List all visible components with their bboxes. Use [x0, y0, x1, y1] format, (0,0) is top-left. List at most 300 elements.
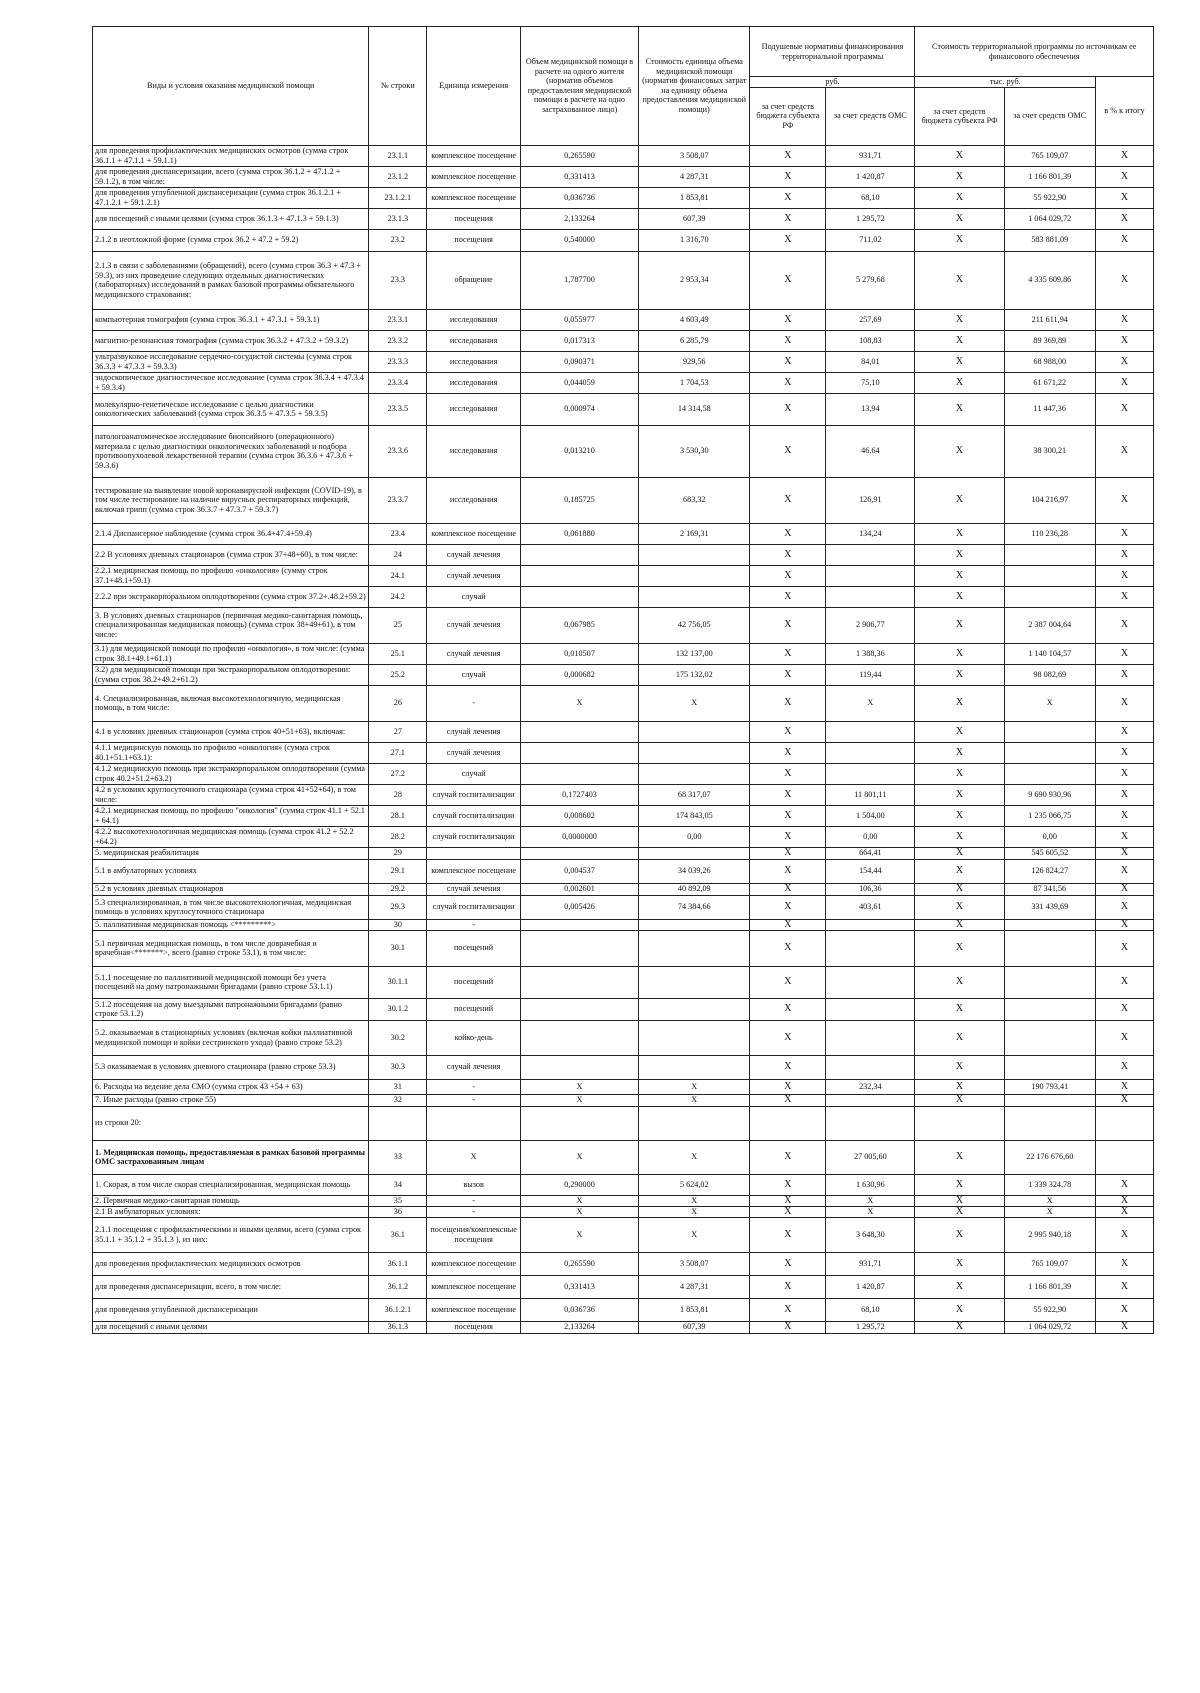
- row-volume: [520, 966, 638, 998]
- row-volume: [520, 847, 638, 859]
- row-unit: посещений: [427, 966, 521, 998]
- row-oms: [826, 966, 915, 998]
- row-total-oms: 2 995 940,18: [1004, 1217, 1095, 1252]
- row-unit: случай: [427, 586, 521, 607]
- row-label: для проведения диспансеризации, всего, в том числе:: [93, 1275, 369, 1298]
- row-unit-cost: 4 287,31: [639, 166, 750, 187]
- table-row: [93, 229, 1154, 251]
- row-budget: X: [750, 685, 826, 721]
- row-unit-cost: 4 603,49: [639, 309, 750, 330]
- row-unit: исследования: [427, 477, 521, 523]
- row-number: 24: [369, 544, 427, 565]
- header-total-oms: за счет средств ОМС: [1004, 87, 1095, 145]
- row-budget: X: [750, 425, 826, 477]
- row-unit-cost: 2 169,31: [639, 523, 750, 544]
- row-unit-cost: 175 132,02: [639, 664, 750, 685]
- row-total-budget: X: [915, 1298, 1004, 1321]
- row-label: 3.2) для медицинской помощи при экстракорпоральном оплодотворении: (сумма строк 38.2+49.2+61.2): [93, 664, 369, 685]
- row-unit: случай лечения: [427, 607, 521, 643]
- header-unit: Единица измерения: [427, 27, 521, 146]
- row-volume: X: [520, 685, 638, 721]
- row-oms: 134,24: [826, 523, 915, 544]
- row-budget: X: [750, 251, 826, 309]
- row-label: 2.1.2 в неотложной форме (сумма строк 36.2 + 47.2 + 59.2): [93, 229, 369, 251]
- row-label: 2.1.3 в связи с заболеваниями (обращений), всего (сумма строк 36.3 + 47.3 + 59.3), из них проведение следующих отдельных диагностических (лабораторных) исследований в рамках базовой программы обязательного медицинского страхования:: [93, 251, 369, 309]
- row-number: 28: [369, 784, 427, 805]
- table-row: [93, 1217, 1154, 1252]
- row-budget: X: [750, 784, 826, 805]
- table-row: [93, 565, 1154, 586]
- row-unit-cost: 3 530,30: [639, 425, 750, 477]
- row-unit: -: [427, 685, 521, 721]
- row-oms: X: [826, 1206, 915, 1217]
- row-volume: 0,010507: [520, 643, 638, 664]
- row-total-oms: X: [1004, 1206, 1095, 1217]
- row-label: для посещений с иными целями (сумма строк 36.1.3 + 47.1.3 + 59.1.3): [93, 208, 369, 229]
- row-label: 5.2 в условиях дневных стационаров: [93, 883, 369, 895]
- table-row: [93, 145, 1154, 166]
- row-number: 30.1.1: [369, 966, 427, 998]
- table-row: [93, 544, 1154, 565]
- row-oms: 1 295,72: [826, 1321, 915, 1333]
- row-budget: X: [750, 805, 826, 826]
- row-unit: случай лечения: [427, 544, 521, 565]
- row-percent: X: [1095, 1055, 1153, 1079]
- row-oms: 931,71: [826, 145, 915, 166]
- row-volume: [520, 930, 638, 966]
- row-total-budget: X: [915, 145, 1004, 166]
- header-per-capita: Подушевые нормативы финансирования территориальной программы: [750, 27, 915, 77]
- row-unit: X: [427, 1140, 521, 1174]
- row-unit-cost: [639, 742, 750, 763]
- row-total-budget: X: [915, 1217, 1004, 1252]
- row-budget: X: [750, 187, 826, 208]
- row-number: 36.1: [369, 1217, 427, 1252]
- row-volume: 0,067985: [520, 607, 638, 643]
- row-oms: [826, 1094, 915, 1106]
- row-oms: 27 005,60: [826, 1140, 915, 1174]
- row-unit-cost: [639, 966, 750, 998]
- row-oms: 11 801,11: [826, 784, 915, 805]
- row-unit: комплексное посещение: [427, 523, 521, 544]
- row-oms: 3 648,30: [826, 1217, 915, 1252]
- row-number: 27.1: [369, 742, 427, 763]
- row-volume: 0,044059: [520, 372, 638, 393]
- row-unit: случай госпитализации: [427, 805, 521, 826]
- row-budget: X: [750, 1252, 826, 1275]
- row-percent: [1095, 1106, 1153, 1140]
- row-total-budget: X: [915, 1321, 1004, 1333]
- table-row: [93, 393, 1154, 425]
- row-total-budget: X: [915, 1195, 1004, 1206]
- table-row: [93, 1195, 1154, 1206]
- row-number: 26: [369, 685, 427, 721]
- row-total-budget: X: [915, 763, 1004, 784]
- row-unit-cost: 607,39: [639, 1321, 750, 1333]
- row-total-oms: [1004, 930, 1095, 966]
- row-total-budget: X: [915, 643, 1004, 664]
- row-budget: X: [750, 1020, 826, 1055]
- row-label: для проведения диспансеризации, всего (сумма строк 36.1.2 + 47.1.2 + 59.1.2), в том числе:: [93, 166, 369, 187]
- row-total-budget: X: [915, 919, 1004, 930]
- row-budget: X: [750, 586, 826, 607]
- row-label: 4.1 в условиях дневных стационаров (сумма строк 40+51+63), включая:: [93, 721, 369, 742]
- row-unit-cost: X: [639, 1195, 750, 1206]
- row-budget: X: [750, 664, 826, 685]
- row-total-budget: X: [915, 1275, 1004, 1298]
- row-percent: X: [1095, 685, 1153, 721]
- row-number: 23.3: [369, 251, 427, 309]
- row-budget: X: [750, 372, 826, 393]
- row-number: 23.1.2.1: [369, 187, 427, 208]
- row-total-oms: 4 335 609,86: [1004, 251, 1095, 309]
- row-total-oms: 0,00: [1004, 826, 1095, 847]
- row-total-oms: [1004, 721, 1095, 742]
- row-budget: X: [750, 1055, 826, 1079]
- row-number: 36.1.1: [369, 1252, 427, 1275]
- row-budget: X: [750, 330, 826, 351]
- row-unit-cost: [639, 544, 750, 565]
- row-label: 5.1 первичная медицинская помощь, в том числе доврачебная и врачебная<*******>, всего (равно строке 53.1), в том числе:: [93, 930, 369, 966]
- row-total-oms: X: [1004, 685, 1095, 721]
- row-label: 4.2.2 высокотехнологичная медицинская помощь (сумма строк 41.2 + 52.2 +64.2): [93, 826, 369, 847]
- row-unit-cost: X: [639, 1206, 750, 1217]
- row-total-oms: 545 605,52: [1004, 847, 1095, 859]
- row-total-budget: X: [915, 784, 1004, 805]
- row-total-budget: X: [915, 742, 1004, 763]
- row-percent: X: [1095, 919, 1153, 930]
- row-label: ультразвуковое исследование сердечно-сосудистой системы (сумма строк 36.3.3 + 47.3.3 + 59.3.3): [93, 351, 369, 372]
- row-total-oms: 1 235 066,75: [1004, 805, 1095, 826]
- row-unit: случай лечения: [427, 565, 521, 586]
- row-oms: 232,34: [826, 1079, 915, 1094]
- row-label: компьютерная томография (сумма строк 36.3.1 + 47.3.1 + 59.3.1): [93, 309, 369, 330]
- row-number: 23.1.2: [369, 166, 427, 187]
- row-total-oms: [1004, 544, 1095, 565]
- row-volume: 0,013210: [520, 425, 638, 477]
- row-oms: [826, 742, 915, 763]
- row-number: 23.4: [369, 523, 427, 544]
- row-volume: [520, 544, 638, 565]
- row-number: 30.1.2: [369, 998, 427, 1020]
- row-oms: [826, 721, 915, 742]
- row-volume: [520, 721, 638, 742]
- row-label: 5.3 специализированная, в том числе высокотехнологичная, медицинская помощь в условиях круглосуточного стационара: [93, 895, 369, 919]
- row-budget: X: [750, 826, 826, 847]
- row-percent: X: [1095, 784, 1153, 805]
- row-total-oms: [1004, 1055, 1095, 1079]
- row-total-oms: 89 369,89: [1004, 330, 1095, 351]
- row-label: 2.1 В амбулаторных условиях:: [93, 1206, 369, 1217]
- row-total-oms: 583 881,09: [1004, 229, 1095, 251]
- row-label: для посещений с иными целями: [93, 1321, 369, 1333]
- row-number: 34: [369, 1174, 427, 1195]
- row-unit-cost: [639, 721, 750, 742]
- row-percent: X: [1095, 847, 1153, 859]
- row-percent: X: [1095, 1206, 1153, 1217]
- table-row: [93, 607, 1154, 643]
- row-total-budget: X: [915, 721, 1004, 742]
- row-unit-cost: X: [639, 1140, 750, 1174]
- row-oms: 711,02: [826, 229, 915, 251]
- row-oms: [826, 998, 915, 1020]
- row-percent: X: [1095, 805, 1153, 826]
- row-number: 23.3.6: [369, 425, 427, 477]
- row-oms: 68,10: [826, 1298, 915, 1321]
- row-budget: X: [750, 1321, 826, 1333]
- row-percent: X: [1095, 1079, 1153, 1094]
- table-row: [93, 930, 1154, 966]
- row-total-oms: 1 166 801,39: [1004, 1275, 1095, 1298]
- table-row: [93, 166, 1154, 187]
- row-budget: X: [750, 1298, 826, 1321]
- row-volume: 0,061880: [520, 523, 638, 544]
- row-volume: 0,185725: [520, 477, 638, 523]
- row-budget: X: [750, 1079, 826, 1094]
- row-unit: [427, 847, 521, 859]
- row-percent: X: [1095, 1321, 1153, 1333]
- row-volume: 0,036736: [520, 187, 638, 208]
- row-percent: X: [1095, 826, 1153, 847]
- row-oms: 0,00: [826, 826, 915, 847]
- row-unit: случай: [427, 664, 521, 685]
- row-label: 5.1.2 посещения на дому выездными патронажными бригадами (равно строке 53.1.2): [93, 998, 369, 1020]
- row-percent: X: [1095, 425, 1153, 477]
- row-number: 36: [369, 1206, 427, 1217]
- row-budget: X: [750, 721, 826, 742]
- row-total-oms: 765 109,07: [1004, 1252, 1095, 1275]
- row-unit-cost: 74 384,66: [639, 895, 750, 919]
- row-number: 23.3.2: [369, 330, 427, 351]
- row-unit: койко-день: [427, 1020, 521, 1055]
- row-unit-cost: [639, 930, 750, 966]
- header-kinds: Виды и условия оказания медицинской помощи: [93, 27, 369, 146]
- row-volume: [520, 586, 638, 607]
- row-unit: посещения: [427, 1321, 521, 1333]
- row-unit-cost: 4 287,31: [639, 1275, 750, 1298]
- row-unit: посещения: [427, 208, 521, 229]
- table-row: [93, 895, 1154, 919]
- row-volume: 1,787700: [520, 251, 638, 309]
- row-number: 27.2: [369, 763, 427, 784]
- row-percent: X: [1095, 330, 1153, 351]
- row-percent: X: [1095, 721, 1153, 742]
- table-body: [93, 145, 1154, 1333]
- row-percent: [1095, 1140, 1153, 1174]
- row-unit-cost: 3 508,07: [639, 145, 750, 166]
- row-total-budget: X: [915, 895, 1004, 919]
- row-total-oms: 1 339 324,78: [1004, 1174, 1095, 1195]
- table-row: [93, 1206, 1154, 1217]
- row-percent: X: [1095, 251, 1153, 309]
- row-oms: 68,10: [826, 187, 915, 208]
- row-number: 32: [369, 1094, 427, 1106]
- row-total-budget: X: [915, 330, 1004, 351]
- row-volume: 2,133264: [520, 1321, 638, 1333]
- row-total-budget: X: [915, 586, 1004, 607]
- row-unit: случай госпитализации: [427, 826, 521, 847]
- row-volume: 0,090371: [520, 351, 638, 372]
- table-row: [93, 1275, 1154, 1298]
- row-percent: X: [1095, 477, 1153, 523]
- row-volume: [520, 919, 638, 930]
- row-oms: 257,69: [826, 309, 915, 330]
- row-total-oms: 331 439,69: [1004, 895, 1095, 919]
- row-budget: X: [750, 1217, 826, 1252]
- row-total-budget: X: [915, 544, 1004, 565]
- row-total-oms: [1004, 998, 1095, 1020]
- row-volume: X: [520, 1217, 638, 1252]
- row-budget: X: [750, 998, 826, 1020]
- row-unit: исследования: [427, 372, 521, 393]
- row-label: 4.1.2 медицинскую помощь при экстракорпоральном оплодотворении (сумма строк 40.2+51.2+63.2): [93, 763, 369, 784]
- row-total-oms: 765 109,07: [1004, 145, 1095, 166]
- row-unit-cost: X: [639, 1094, 750, 1106]
- row-total-budget: X: [915, 565, 1004, 586]
- row-total-oms: 2 387 004,64: [1004, 607, 1095, 643]
- row-total-oms: [1004, 763, 1095, 784]
- row-total-budget: X: [915, 1020, 1004, 1055]
- row-percent: X: [1095, 309, 1153, 330]
- row-label: из строки 20:: [93, 1106, 369, 1140]
- row-volume: 0,290000: [520, 1174, 638, 1195]
- row-unit-cost: X: [639, 685, 750, 721]
- row-total-budget: X: [915, 425, 1004, 477]
- row-percent: X: [1095, 643, 1153, 664]
- row-number: 33: [369, 1140, 427, 1174]
- row-unit: -: [427, 1206, 521, 1217]
- table-row: [93, 742, 1154, 763]
- row-number: 29.3: [369, 895, 427, 919]
- row-total-budget: X: [915, 1206, 1004, 1217]
- table-row: [93, 523, 1154, 544]
- row-budget: X: [750, 859, 826, 883]
- row-number: 35: [369, 1195, 427, 1206]
- row-number: 24.1: [369, 565, 427, 586]
- row-number: 30: [369, 919, 427, 930]
- table-row: [93, 966, 1154, 998]
- row-unit: комплексное посещение: [427, 1252, 521, 1275]
- table-row: [93, 919, 1154, 930]
- row-total-budget: X: [915, 1055, 1004, 1079]
- row-volume: X: [520, 1195, 638, 1206]
- row-percent: X: [1095, 607, 1153, 643]
- table-row: [93, 1055, 1154, 1079]
- table-row: [93, 998, 1154, 1020]
- row-total-budget: X: [915, 393, 1004, 425]
- row-budget: X: [750, 742, 826, 763]
- row-unit-cost: 42 756,05: [639, 607, 750, 643]
- row-volume: [520, 998, 638, 1020]
- row-unit-cost: 34 039,26: [639, 859, 750, 883]
- row-budget: X: [750, 309, 826, 330]
- row-volume: 0,008602: [520, 805, 638, 826]
- row-percent: X: [1095, 1020, 1153, 1055]
- row-number: 27: [369, 721, 427, 742]
- row-budget: X: [750, 607, 826, 643]
- row-total-oms: [1004, 742, 1095, 763]
- row-oms: 84,01: [826, 351, 915, 372]
- row-total-oms: 55 922,90: [1004, 1298, 1095, 1321]
- row-volume: 0,331413: [520, 1275, 638, 1298]
- row-unit-cost: 6 285,79: [639, 330, 750, 351]
- row-total-budget: X: [915, 664, 1004, 685]
- row-budget: [750, 1106, 826, 1140]
- row-label: молекулярно-генетическое исследование с целью диагностики онкологических заболеваний (сумма строк 36.3.5 + 47.3.5 + 59.3.5): [93, 393, 369, 425]
- row-percent: X: [1095, 998, 1153, 1020]
- row-unit: случай лечения: [427, 742, 521, 763]
- table-row: [93, 685, 1154, 721]
- row-oms: [826, 930, 915, 966]
- table-row: [93, 1106, 1154, 1140]
- row-total-budget: X: [915, 805, 1004, 826]
- row-unit-cost: X: [639, 1079, 750, 1094]
- row-budget: X: [750, 763, 826, 784]
- row-label: 5.2. оказываемая в стационарных условиях (включая койки паллиативной медицинской помощи и койки сестринского ухода) (равно строке 53.2): [93, 1020, 369, 1055]
- table-row: [93, 859, 1154, 883]
- row-budget: X: [750, 1206, 826, 1217]
- row-unit: случай госпитализации: [427, 895, 521, 919]
- row-oms: [826, 919, 915, 930]
- row-label: 5.1 в амбулаторных условиях: [93, 859, 369, 883]
- row-total-oms: 104 216,97: [1004, 477, 1095, 523]
- row-label: для проведения профилактических медицинских осмотров: [93, 1252, 369, 1275]
- row-unit-cost: [639, 586, 750, 607]
- row-percent: X: [1095, 895, 1153, 919]
- row-percent: X: [1095, 187, 1153, 208]
- row-oms: 5 279,68: [826, 251, 915, 309]
- header-per-capita-unit: руб.: [750, 77, 915, 88]
- row-budget: X: [750, 930, 826, 966]
- table-row: [93, 805, 1154, 826]
- row-total-oms: 98 082,69: [1004, 664, 1095, 685]
- row-volume: 0,265590: [520, 1252, 638, 1275]
- row-budget: X: [750, 477, 826, 523]
- row-budget: X: [750, 229, 826, 251]
- row-oms: 46,64: [826, 425, 915, 477]
- row-volume: X: [520, 1079, 638, 1094]
- row-number: 23.3.5: [369, 393, 427, 425]
- row-unit: посещений: [427, 930, 521, 966]
- row-percent: X: [1095, 883, 1153, 895]
- row-unit-cost: 1 316,70: [639, 229, 750, 251]
- row-volume: 0,1727403: [520, 784, 638, 805]
- row-unit-cost: 0,00: [639, 826, 750, 847]
- row-volume: 0,055977: [520, 309, 638, 330]
- row-oms: [826, 1055, 915, 1079]
- row-unit: случай госпитализации: [427, 784, 521, 805]
- row-label: для проведения профилактических медицинских осмотров (сумма строк 36.1.1 + 47.1.1 + 59.1.1): [93, 145, 369, 166]
- row-unit: случай лечения: [427, 643, 521, 664]
- row-volume: 0,540000: [520, 229, 638, 251]
- row-percent: X: [1095, 742, 1153, 763]
- row-percent: X: [1095, 565, 1153, 586]
- table-row: [93, 372, 1154, 393]
- row-oms: X: [826, 685, 915, 721]
- row-total-budget: X: [915, 1174, 1004, 1195]
- row-total-oms: 1 064 029,72: [1004, 208, 1095, 229]
- row-volume: [520, 1055, 638, 1079]
- row-percent: X: [1095, 393, 1153, 425]
- row-total-budget: X: [915, 607, 1004, 643]
- row-oms: 108,83: [826, 330, 915, 351]
- row-total-oms: 211 611,94: [1004, 309, 1095, 330]
- row-number: 23.3.1: [369, 309, 427, 330]
- row-unit-cost: [639, 763, 750, 784]
- row-label: 1. Скорая, в том числе скорая специализированная, медицинская помощь: [93, 1174, 369, 1195]
- row-percent: X: [1095, 166, 1153, 187]
- row-label: 3. В условиях дневных стационаров (первичная медико-санитарная помощь, специализированная медицинская помощь) (сумма строк 38+49+61), в том числе:: [93, 607, 369, 643]
